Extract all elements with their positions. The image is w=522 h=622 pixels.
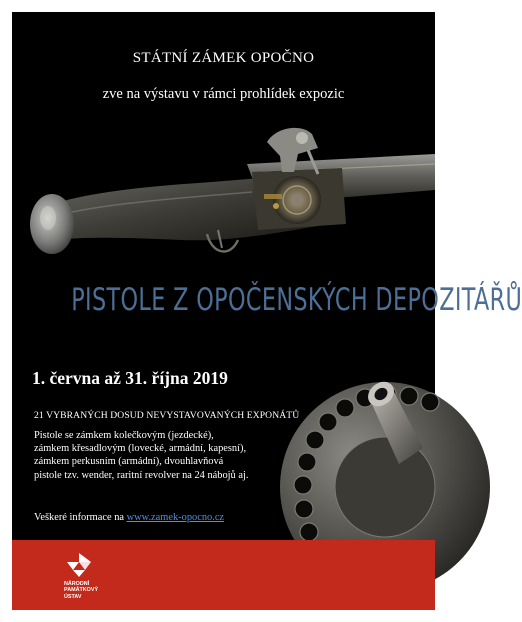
info-line bbox=[34, 512, 224, 523]
footer-band bbox=[12, 540, 435, 610]
logo-line-2: PAMÁTKOVÝ bbox=[64, 587, 99, 594]
invitation-text: zve na výstavu v rámci prohlídek expozic bbox=[102, 86, 345, 102]
exhibit-count-heading: 21 VYBRANÝCH DOSUD NEVYSTAVOVANÝCH EXPONÁTŮ bbox=[34, 410, 300, 421]
wheellock-pistol-image bbox=[12, 112, 435, 272]
website-link[interactable]: www.zamek-opocno.cz bbox=[126, 512, 225, 523]
exhibition-title: PISTOLE Z OPOČENSKÝCH DEPOZITÁŘŮ bbox=[71, 282, 522, 318]
logo-line-1: NÁRODNÍ bbox=[64, 581, 90, 587]
exhibit-description: Pistole se zámkem kolečkovým (jezdecké), zámkem křesadlovým (lovecké, armádní, kapesní), zámkem perkusním (armádní), dvouhlavňová pistole tzv. wender, raritní revolver na 24 nábojů aj. bbox=[34, 430, 249, 481]
exhibition-dates: 1. června až 31. října 2019 bbox=[32, 368, 228, 388]
info-label: Veškeré informace na bbox=[34, 512, 125, 523]
revolver-cylinder-image bbox=[267, 352, 435, 537]
institution-name: STÁTNÍ ZÁMEK OPOČNO bbox=[132, 50, 315, 66]
exhibition-poster bbox=[12, 12, 522, 610]
npu-logo-icon bbox=[66, 552, 92, 578]
logo-line-3: ÚSTAV bbox=[64, 593, 82, 600]
npu-logo-text bbox=[64, 581, 124, 600]
